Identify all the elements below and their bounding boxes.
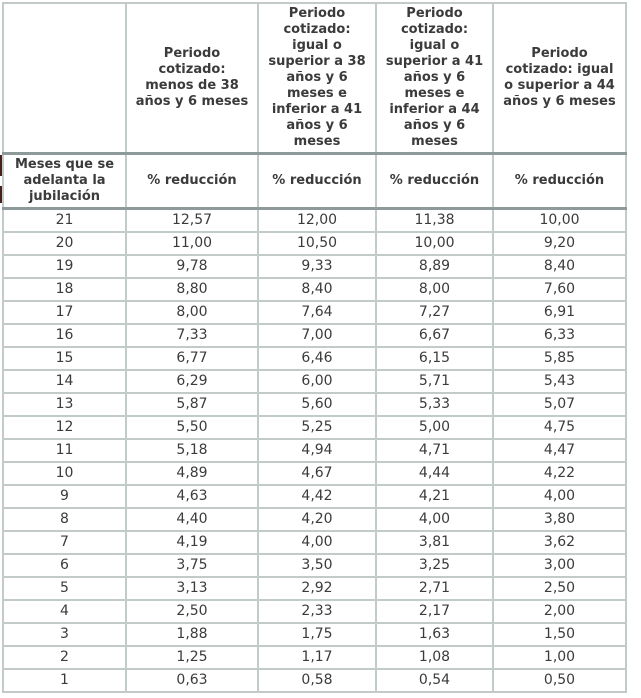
reduction-value-cell: 11,00: [126, 232, 258, 255]
reduction-value-cell: 4,94: [258, 439, 376, 462]
table-row: [3, 324, 626, 347]
table-row: [3, 393, 626, 416]
table-body: [3, 209, 626, 692]
reduction-value-cell: 6,46: [258, 347, 376, 370]
months-cell: 20: [3, 232, 126, 255]
months-cell: 10: [3, 462, 126, 485]
months-cell: 7: [3, 531, 126, 554]
reduction-value-cell: 4,20: [258, 508, 376, 531]
reduction-value-cell: 9,78: [126, 255, 258, 278]
reduction-value-cell: 0,63: [126, 669, 258, 692]
reduction-value-cell: 1,63: [376, 623, 493, 646]
reduction-value-cell: 4,22: [493, 462, 626, 485]
reduction-value-cell: 2,00: [493, 600, 626, 623]
reduction-header-3: % reducción: [376, 154, 493, 209]
reduction-value-cell: 4,44: [376, 462, 493, 485]
reduction-value-cell: 5,50: [126, 416, 258, 439]
corner-cell: [3, 3, 126, 154]
reduction-value-cell: 3,81: [376, 531, 493, 554]
table-row: [3, 485, 626, 508]
reduction-value-cell: 2,17: [376, 600, 493, 623]
reduction-value-cell: 5,25: [258, 416, 376, 439]
reduction-value-cell: 3,13: [126, 577, 258, 600]
reduction-value-cell: 1,08: [376, 646, 493, 669]
table-row: [3, 600, 626, 623]
header-row-reduction: [3, 154, 626, 209]
table-row: [3, 508, 626, 531]
reduction-value-cell: 7,64: [258, 301, 376, 324]
reduction-value-cell: 5,18: [126, 439, 258, 462]
table-row: [3, 623, 626, 646]
reduction-value-cell: 9,20: [493, 232, 626, 255]
table-row: [3, 669, 626, 692]
reduction-value-cell: 4,19: [126, 531, 258, 554]
reduction-value-cell: 3,50: [258, 554, 376, 577]
reduction-value-cell: 0,58: [258, 669, 376, 692]
reduction-value-cell: 4,71: [376, 439, 493, 462]
reduction-value-cell: 8,80: [126, 278, 258, 301]
reduction-value-cell: 5,85: [493, 347, 626, 370]
reduction-value-cell: 4,75: [493, 416, 626, 439]
reduction-header-4: % reducción: [493, 154, 626, 209]
months-cell: 6: [3, 554, 126, 577]
reduction-value-cell: 4,67: [258, 462, 376, 485]
table-row: [3, 577, 626, 600]
reduction-value-cell: 1,00: [493, 646, 626, 669]
months-cell: 5: [3, 577, 126, 600]
reduction-value-cell: 12,00: [258, 209, 376, 232]
reduction-value-cell: 3,75: [126, 554, 258, 577]
reduction-value-cell: 4,47: [493, 439, 626, 462]
reduction-value-cell: 1,88: [126, 623, 258, 646]
reduction-value-cell: 3,80: [493, 508, 626, 531]
period-header-4: Periodo cotizado: igual o superior a 44 años y 6 meses: [493, 3, 626, 154]
months-cell: 21: [3, 209, 126, 232]
reduction-value-cell: 3,62: [493, 531, 626, 554]
table-row: [3, 646, 626, 669]
months-cell: 19: [3, 255, 126, 278]
header-row-periods: [3, 3, 626, 154]
table-row: [3, 301, 626, 324]
table-row: [3, 554, 626, 577]
reduction-value-cell: 4,89: [126, 462, 258, 485]
months-cell: 15: [3, 347, 126, 370]
table-row: [3, 278, 626, 301]
reduction-value-cell: 11,38: [376, 209, 493, 232]
months-cell: 13: [3, 393, 126, 416]
reduction-value-cell: 5,00: [376, 416, 493, 439]
reduction-value-cell: 1,75: [258, 623, 376, 646]
pension-reduction-table: [2, 2, 627, 693]
reduction-value-cell: 7,60: [493, 278, 626, 301]
reduction-value-cell: 1,25: [126, 646, 258, 669]
months-cell: 18: [3, 278, 126, 301]
table-row: [3, 347, 626, 370]
reduction-value-cell: 5,43: [493, 370, 626, 393]
months-cell: 17: [3, 301, 126, 324]
reduction-value-cell: 7,00: [258, 324, 376, 347]
months-cell: 11: [3, 439, 126, 462]
reduction-value-cell: 3,25: [376, 554, 493, 577]
period-header-3: Periodo cotizado: igual o superior a 41 años y 6 meses e inferior a 44 años y 6 meses: [376, 3, 493, 154]
reduction-value-cell: 1,50: [493, 623, 626, 646]
reduction-value-cell: 8,40: [258, 278, 376, 301]
reduction-value-cell: 4,42: [258, 485, 376, 508]
reduction-value-cell: 4,00: [493, 485, 626, 508]
reduction-value-cell: 4,00: [258, 531, 376, 554]
reduction-value-cell: 2,92: [258, 577, 376, 600]
reduction-value-cell: 2,50: [493, 577, 626, 600]
reduction-value-cell: 7,33: [126, 324, 258, 347]
months-cell: 9: [3, 485, 126, 508]
reduction-value-cell: 5,33: [376, 393, 493, 416]
reduction-value-cell: 6,91: [493, 301, 626, 324]
reduction-value-cell: 0,54: [376, 669, 493, 692]
months-cell: 4: [3, 600, 126, 623]
months-cell: 1: [3, 669, 126, 692]
reduction-value-cell: 5,71: [376, 370, 493, 393]
reduction-value-cell: 1,17: [258, 646, 376, 669]
months-header: Meses que se adelanta la jubilación: [3, 154, 126, 209]
reduction-value-cell: 2,33: [258, 600, 376, 623]
reduction-header-1: % reducción: [126, 154, 258, 209]
table-row: [3, 232, 626, 255]
reduction-value-cell: 6,67: [376, 324, 493, 347]
months-cell: 12: [3, 416, 126, 439]
reduction-value-cell: 9,33: [258, 255, 376, 278]
reduction-value-cell: 12,57: [126, 209, 258, 232]
months-cell: 14: [3, 370, 126, 393]
reduction-value-cell: 8,89: [376, 255, 493, 278]
months-cell: 3: [3, 623, 126, 646]
table-row: [3, 416, 626, 439]
months-cell: 16: [3, 324, 126, 347]
reduction-value-cell: 4,00: [376, 508, 493, 531]
reduction-value-cell: 5,60: [258, 393, 376, 416]
table-row: [3, 209, 626, 232]
reduction-value-cell: 4,40: [126, 508, 258, 531]
reduction-value-cell: 10,00: [493, 209, 626, 232]
reduction-value-cell: 6,29: [126, 370, 258, 393]
reduction-value-cell: 0,50: [493, 669, 626, 692]
reduction-value-cell: 10,00: [376, 232, 493, 255]
table-row: [3, 370, 626, 393]
reduction-value-cell: 4,63: [126, 485, 258, 508]
reduction-value-cell: 6,33: [493, 324, 626, 347]
table-row: [3, 255, 626, 278]
reduction-value-cell: 5,87: [126, 393, 258, 416]
reduction-header-2: % reducción: [258, 154, 376, 209]
reduction-value-cell: 8,40: [493, 255, 626, 278]
reduction-value-cell: 6,00: [258, 370, 376, 393]
reduction-value-cell: 6,77: [126, 347, 258, 370]
table-row: [3, 439, 626, 462]
reduction-value-cell: 6,15: [376, 347, 493, 370]
months-cell: 8: [3, 508, 126, 531]
reduction-value-cell: 3,00: [493, 554, 626, 577]
reduction-value-cell: 2,71: [376, 577, 493, 600]
period-header-2: Periodo cotizado: igual o superior a 38 años y 6 meses e inferior a 41 años y 6 meses: [258, 3, 376, 154]
reduction-value-cell: 10,50: [258, 232, 376, 255]
reduction-value-cell: 5,07: [493, 393, 626, 416]
table-row: [3, 531, 626, 554]
reduction-value-cell: 2,50: [126, 600, 258, 623]
period-header-1: Periodo cotizado: menos de 38 años y 6 meses: [126, 3, 258, 154]
table-row: [3, 462, 626, 485]
months-cell: 2: [3, 646, 126, 669]
reduction-value-cell: 4,21: [376, 485, 493, 508]
reduction-value-cell: 8,00: [376, 278, 493, 301]
reduction-value-cell: 8,00: [126, 301, 258, 324]
reduction-value-cell: 7,27: [376, 301, 493, 324]
